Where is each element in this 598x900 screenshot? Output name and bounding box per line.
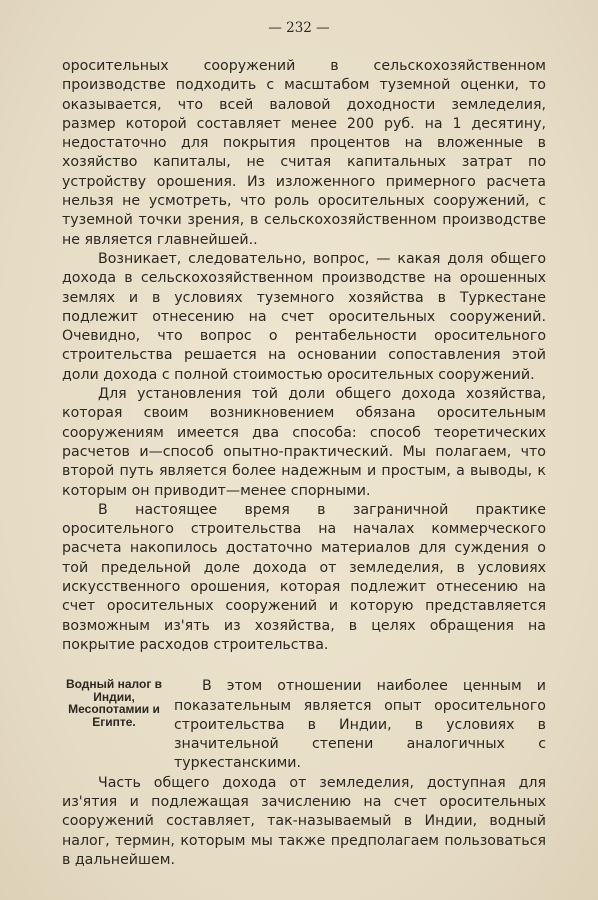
paragraph-continued: оросительных сооружений в сельскохозяйственном производстве подходить с масштабом туземной оценки, то оказывается, что всей валовой доходности земледелия, размер которой составляет менее 200 руб. на 1 десятину, недостаточно для покрытия процентов на вложенные в хозяйство капиталы, не считая капитальных затрат по устройству орошения. Из изложенного примерного расчета нельзя не усмотреть, что роль оросительных сооружений, с туземной точки зрения, в сельскохозяйственном производстве не является главнейшей.. (62, 58, 546, 248)
paragraph: В этом отношении наиболее ценным и показательным является опыт оросительного строительства в Индии, в условиях в значительной степени аналогичных с туркестанскими. (174, 678, 546, 772)
page-number: — 232 — (268, 20, 330, 36)
margin-heading: Водный налог в Индии, Месопотамии и Египте. (65, 677, 163, 729)
page-body (62, 57, 546, 870)
sidenote-section (62, 677, 546, 773)
paragraph: Для установления той доли общего дохода хозяйства, которая своим возникновением обязана оросительным сооружениям имеется два способа: способ теоретических расчетов и—способ опытно-практический. Мы полагаем, что второй путь является более надежным и простым, а выводы, к которым он приводит—менее спорными. (62, 386, 546, 499)
paragraph: Возникает, следовательно, вопрос, — какая доля общего дохода в сельскохозяйственном производстве на орошенных землях и в условиях туземного хозяйства в Туркестане подлежит отнесению на счет оросительных сооружений. Очевидно, что вопрос о рентабельности оросительного строительства решается на основании сопоставления этой доли дохода с полной стоимостью оросительных сооружений. (62, 250, 546, 383)
paragraph: В настоящее время в заграничной практике оросительного строительства на началах коммерческого расчета накопилось достаточно материалов для суждения о той предельной доле дохода от земледелия, в условиях искусственного орошения, которая подлежит отнесению на счет оросительных сооружений и которую представляется возможным из'ять из хозяйства, в целях обращения на покрытие расходов строительства. (62, 501, 546, 653)
paragraph: Часть общего дохода от земледелия, доступная для из'ятия и подлежащая зачислению на счет оросительных сооружений составляет, так-называемый в Индии, водный налог, термин, которым мы также предполагаем пользоваться в дальнейшем. (62, 774, 546, 868)
